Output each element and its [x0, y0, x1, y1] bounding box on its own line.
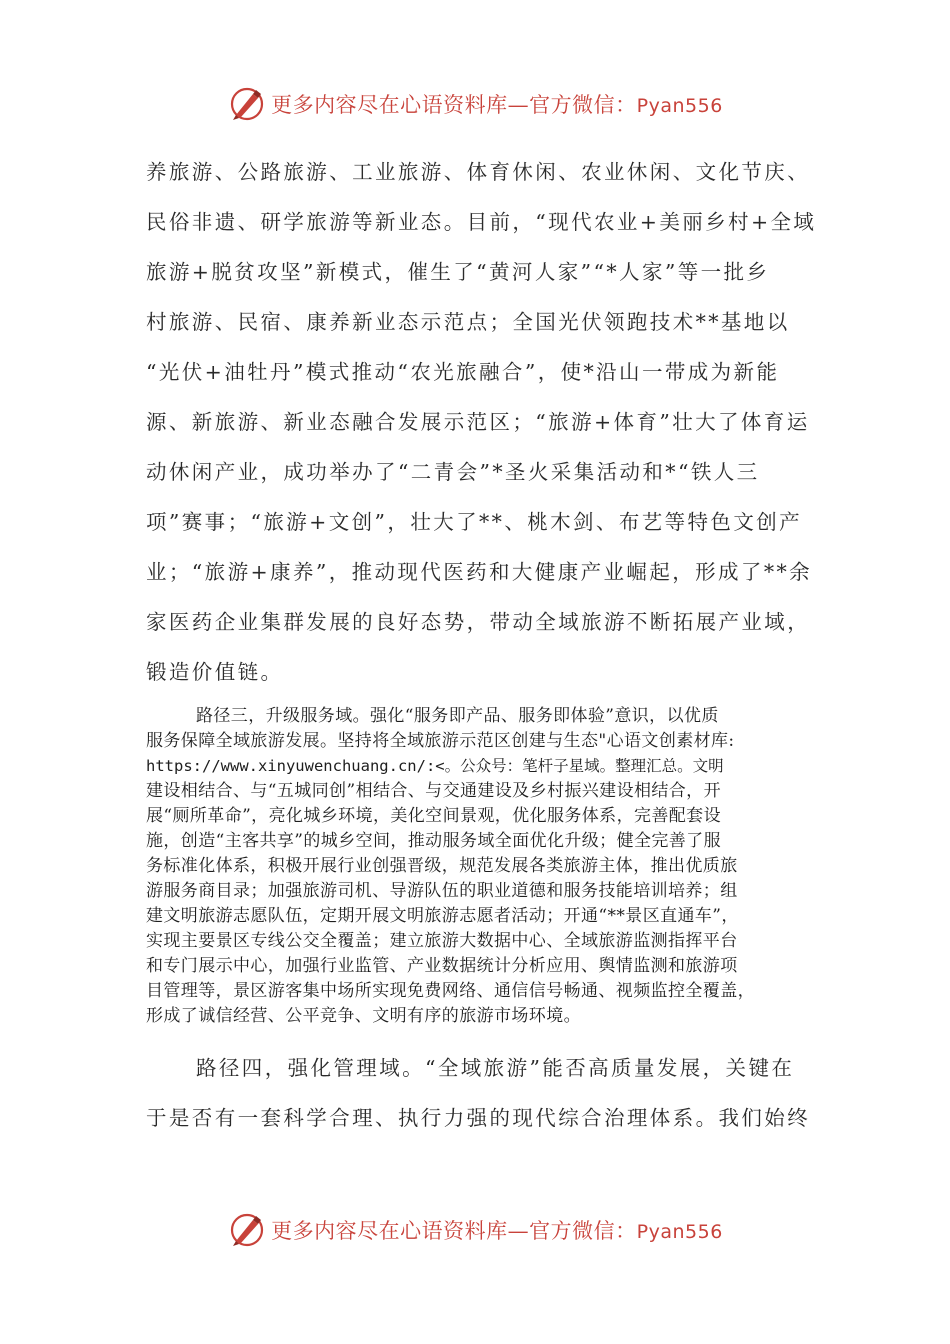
text-line: 游服务商目录；加强旅游司机、导游队伍的职业道德和服务技能培训培养；组	[146, 881, 738, 901]
text-line: 实现主要景区专线公交全覆盖；建立旅游大数据中心、全域旅游监测指挥平台	[146, 931, 738, 951]
text-line: 形成了诚信经营、公平竞争、文明有序的旅游市场环境。	[146, 1006, 581, 1026]
paragraph-tourism-formats	[146, 147, 817, 697]
text-line: 建文明旅游志愿队伍，定期开展文明旅游志愿者活动；开通“**景区直通车”，	[146, 906, 739, 926]
text-line: 业；“旅游+康养”，推动现代医药和大健康产业崛起，形成了**余	[146, 560, 813, 584]
paragraph-service-domain	[146, 704, 818, 1029]
text-line-url: https://www.xinyuwenchuang.cn/:<。公众号：笔杆子星域。整理汇总。文明	[146, 757, 724, 775]
pen-nib-logo-icon	[227, 1210, 267, 1250]
paragraph-management-domain	[146, 1043, 814, 1143]
footer-banner-text: 更多内容尽在心语资料库—官方微信：Pyan556	[271, 1219, 723, 1243]
header-banner-text: 更多内容尽在心语资料库—官方微信：Pyan556	[271, 93, 723, 117]
text-line: 路径四，强化管理域。“全域旅游”能否高质量发展，关键在	[196, 1056, 795, 1080]
text-line: 目管理等，景区游客集中场所实现免费网络、通信信号畅通、视频监控全覆盖，	[146, 981, 755, 1001]
text-line: 务标准化体系，积极开展行业创强晋级，规范发展各类旅游主体，推出优质旅	[146, 856, 738, 876]
text-line: 旅游+脱贫攻坚”新模式，催生了“黄河人家”“*人家”等一批乡	[146, 260, 770, 284]
text-line: 源、新旅游、新业态融合发展示范区；“旅游+体育”壮大了体育运	[146, 410, 810, 434]
text-line: 施，创造“主客共享”的城乡空间，推动服务域全面优化升级；健全完善了服	[146, 831, 721, 851]
header-wechat-id: Pyan556	[636, 95, 723, 117]
text-line: 和专门展示中心，加强行业监管、产业数据统计分析应用、舆情监测和旅游项	[146, 956, 738, 976]
text-line: 展“厕所革命”，亮化城乡环境，美化空间景观，优化服务体系，完善配套设	[146, 806, 721, 826]
pen-nib-logo-icon	[227, 84, 267, 124]
text-line: 家医药企业集群发展的良好态势，带动全域旅游不断拓展产业域，	[146, 610, 811, 634]
text-line: 路径三，升级服务域。强化“服务即产品、服务即体验”意识，以优质	[196, 706, 719, 726]
text-line: 服务保障全域旅游发展。坚持将全域旅游示范区创建与生态"心语文创素材库:	[146, 731, 735, 751]
text-line: “光伏+油牡丹”模式推动“农光旅融合”，使*沿山一带成为新能	[146, 360, 780, 384]
header-banner	[0, 82, 950, 126]
text-line: 动休闲产业，成功举办了“二青会”*圣火采集活动和*“铁人三	[146, 460, 760, 484]
text-line: 锻造价值链。	[146, 660, 284, 684]
text-line: 村旅游、民宿、康养新业态示范点；全国光伏领跑技术**基地以	[146, 310, 790, 334]
footer-banner	[0, 1208, 950, 1252]
text-line: 于是否有一套科学合理、执行力强的现代综合治理体系。我们始终	[146, 1106, 811, 1130]
text-line: 民俗非遗、研学旅游等新业态。目前，“现代农业+美丽乡村+全域	[146, 210, 817, 234]
text-line: 建设相结合、与“五城同创”相结合、与交通建设及乡村振兴建设相结合，开	[146, 781, 721, 801]
text-line: 项”赛事；“旅游+文创”，壮大了**、桃木剑、布艺等特色文创产	[146, 510, 803, 534]
text-line: 养旅游、公路旅游、工业旅游、体育休闲、农业休闲、文化节庆、	[146, 160, 811, 184]
footer-wechat-id: Pyan556	[636, 1221, 723, 1243]
